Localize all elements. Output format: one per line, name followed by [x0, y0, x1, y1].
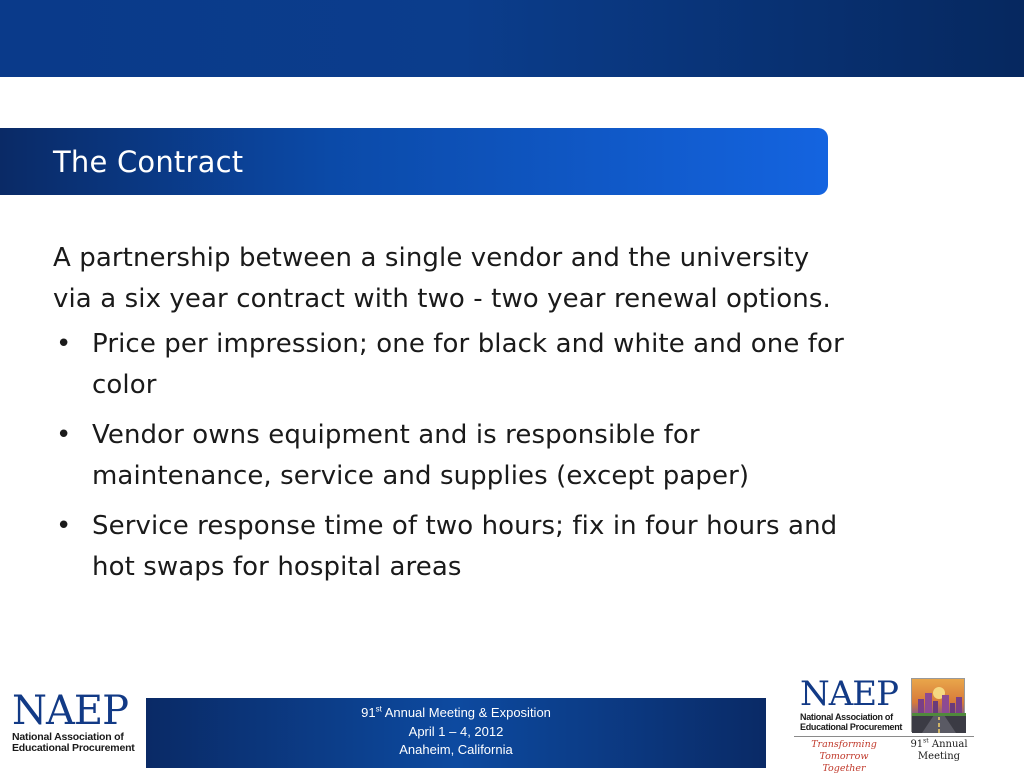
footer-event-location: Anaheim, California [399, 742, 513, 757]
logo-divider-line [794, 736, 974, 737]
bullet-item [53, 415, 853, 497]
logo-meeting-word: Meeting [917, 751, 961, 762]
slide-body [53, 238, 853, 597]
bullet-text: Vendor owns equipment and is responsible for maintenance, service and supplies (except paper) [92, 420, 750, 491]
naep-logo-subtitle-line1: National Association of [12, 731, 124, 743]
logo-tagline [794, 739, 894, 775]
footer-event-title [146, 704, 766, 723]
bullet-dot-icon: • [56, 329, 72, 359]
top-header-bar [0, 0, 1024, 77]
naep-annual-meeting-logo [794, 674, 974, 774]
footer-event-band [146, 698, 766, 768]
logo-annual-meeting [904, 739, 974, 763]
bullet-item [53, 506, 853, 588]
bullet-list [53, 324, 853, 588]
intro-paragraph: A partnership between a single vendor and the university via a six year contract with two - two year renewal options. [53, 243, 831, 314]
naep-logo-subtitle-right-line2: Educational Procurement [800, 722, 903, 732]
footer-event-name: Annual Meeting & Exposition [381, 705, 551, 720]
logo-annual-suffix: st [923, 737, 929, 745]
bullet-text: Service response time of two hours; fix in four hours and hot swaps for hospital areas [92, 511, 838, 582]
naep-logo-subtitle-right-line1: National Association of [800, 712, 893, 722]
footer-event-number: 91 [361, 705, 376, 720]
bullet-dot-icon: • [56, 511, 72, 541]
footer-event-dates: April 1 – 4, 2012 [408, 723, 504, 739]
slide-title: The Contract [53, 145, 244, 179]
naep-logo-subtitle-line2: Educational Procurement [12, 742, 135, 754]
bullet-text: Price per impression; one for black and white and one for color [92, 329, 844, 400]
bullet-item [53, 324, 853, 406]
logo-annual-word: Annual [931, 739, 968, 750]
footer-event-ordinal: st [375, 704, 382, 714]
naep-logo-left [12, 690, 140, 760]
naep-logo-wordmark: NAEP [12, 688, 128, 734]
logo-annual-line [904, 739, 974, 751]
logo-tagline-line1: Transforming Tomorrow [811, 739, 877, 762]
naep-logo-wordmark-right: NAEP [800, 674, 898, 714]
city-skyline-road-icon [911, 678, 965, 732]
bullet-dot-icon: • [56, 420, 72, 450]
logo-tagline-line2: Together [822, 763, 866, 774]
naep-logo-subtitle-right [800, 712, 910, 732]
logo-annual-number: 91 [910, 739, 924, 750]
